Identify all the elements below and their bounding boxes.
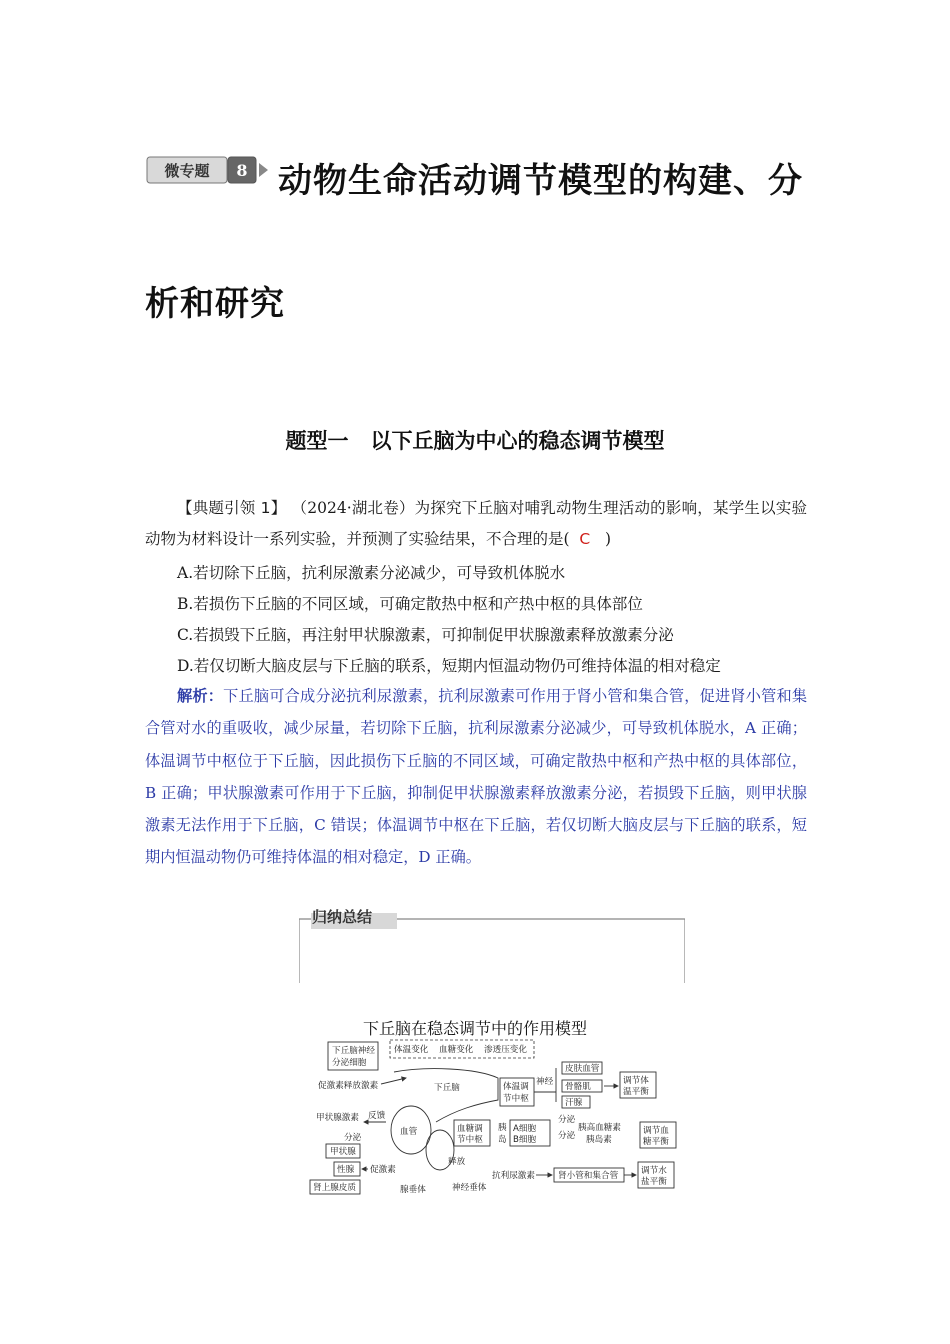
question-answer: C: [579, 530, 591, 548]
section-heading-part1: 题型一: [285, 429, 349, 453]
secrete-a: 分泌: [558, 1115, 576, 1125]
analysis: [145, 680, 807, 874]
glucose-result-line2: 糖平衡: [643, 1137, 669, 1147]
islet-a-cell: A细胞: [513, 1124, 537, 1134]
question-tag: 【典题引领 1】: [177, 499, 287, 517]
th-label: 甲状腺激素: [316, 1113, 359, 1123]
pituitary-label: 腺垂体: [400, 1185, 426, 1195]
islet-line1: 胰: [498, 1123, 507, 1133]
temp-result-line2: 温平衡: [623, 1087, 649, 1097]
secrete-label: 分泌: [344, 1133, 362, 1143]
stimulus-glucose: 血糖变化: [439, 1045, 474, 1055]
badge-number: 8: [236, 161, 248, 180]
page-title-line2: 析和研究: [145, 284, 285, 324]
temp-result-line1: 调节体: [623, 1076, 649, 1086]
kidney-label: 肾小管和集合管: [558, 1171, 619, 1181]
page-title-line1: 动物生命活动调节模型的构建、分: [278, 161, 803, 201]
option-a: A.若切除下丘脑，抗利尿激素分泌减少，可导致机体脱水: [177, 564, 566, 582]
neuro-cell-line1: 下丘脑神经: [332, 1046, 375, 1056]
gland-thyroid: 甲状腺: [330, 1147, 356, 1157]
option-c: C.若损毁下丘脑，再注射甲状腺激素，可抑制促甲状腺激素释放激素分泌: [177, 626, 674, 644]
hypothalamus-label: 下丘脑: [434, 1083, 460, 1093]
option-d: D.若仅切断大脑皮层与下丘脑的联系，短期内恒温动物仍可维持体温的相对稳定: [177, 657, 721, 675]
neuro-cell-line2: 分泌细胞: [332, 1058, 367, 1068]
glucose-result-line1: 调节血: [643, 1126, 669, 1136]
glucose-center-line1: 血糖调: [457, 1124, 483, 1134]
nerve-label: 神经: [536, 1077, 554, 1087]
section-heading-part2: 以下丘脑为中心的稳态调节模型: [370, 429, 665, 453]
effector-muscle: 骨骼肌: [565, 1082, 591, 1092]
feedback-label: 反馈: [368, 1111, 386, 1121]
temp-center-line1: 体温调: [503, 1082, 529, 1092]
section-heading: [0, 425, 950, 455]
water-result-line2: 盐平衡: [641, 1177, 667, 1187]
stimulus-osmotic: 渗透压变化: [484, 1045, 527, 1055]
gland-adrenal: 肾上腺皮质: [313, 1183, 356, 1193]
question-stem-close: ): [605, 530, 612, 548]
islet-line2: 岛: [498, 1135, 507, 1145]
islet-b-cell: B细胞: [513, 1135, 537, 1145]
question-stem: [145, 493, 807, 555]
analysis-text: 下丘脑可合成分泌抗利尿激素，抗利尿激素可作用于肾小管和集合管，促进肾小管和集合管对水的重吸收，减少尿量，若切除下丘脑，抗利尿激素分泌减少，可导致机体脱水，A 正确；体温调节中枢位于下丘脑，因此损伤下丘脑的不同区域，可确定散热中枢和产热中枢的具体部位，B 正确；甲状腺激素可作用于下丘脑，抑制促甲状腺激素释放激素分泌，若损毁下丘脑，则甲状腺激素无法作用于下丘脑，C 错误；体温调节中枢在下丘脑，若仅切断大脑皮层与下丘脑的联系，短期内恒温动物仍可维持体温的相对稳定，D 正确。: [145, 687, 808, 867]
badge-label: 微专题: [164, 162, 210, 180]
secrete-b: 分泌: [558, 1131, 576, 1141]
neurohypophysis-label: 神经垂体: [452, 1183, 487, 1193]
question-source: （2024·湖北卷）: [291, 499, 415, 517]
adh-label: 抗利尿激素: [492, 1171, 535, 1181]
insulin-label: 胰岛素: [586, 1135, 612, 1145]
topic-badge: [146, 155, 272, 187]
release-label: 释放: [448, 1157, 466, 1167]
hypothalamus-diagram: [306, 1038, 686, 1198]
option-b: B.若损伤下丘脑的不同区域，可确定散热中枢和产热中枢的具体部位: [177, 595, 643, 613]
effector-skin: 皮肤血管: [565, 1064, 600, 1074]
stimulus-temp: 体温变化: [394, 1045, 429, 1055]
question-stem-text: 为探究下丘脑对哺乳动物生理活动的影响，某学生以实验动物为材料设计一系列实验，并预测了实验结果，不合理的是(: [145, 499, 807, 548]
glucose-center-line2: 节中枢: [457, 1135, 483, 1145]
diagram-title: 下丘脑在稳态调节中的作用模型: [362, 1019, 587, 1038]
water-result-line1: 调节水: [641, 1166, 667, 1176]
gland-gonad: 性腺: [337, 1165, 355, 1175]
blood-vessel-label: 血管: [400, 1127, 418, 1137]
tropic-label: 促激素: [370, 1165, 396, 1175]
analysis-label: 解析：: [177, 687, 224, 705]
effector-sweat: 汗腺: [565, 1098, 583, 1108]
temp-center-line2: 节中枢: [503, 1094, 529, 1104]
glucagon-label: 胰高血糖素: [578, 1123, 621, 1133]
summary-tab: 归纳总结: [312, 908, 373, 926]
trh-label: 促激素释放激素: [318, 1081, 379, 1091]
